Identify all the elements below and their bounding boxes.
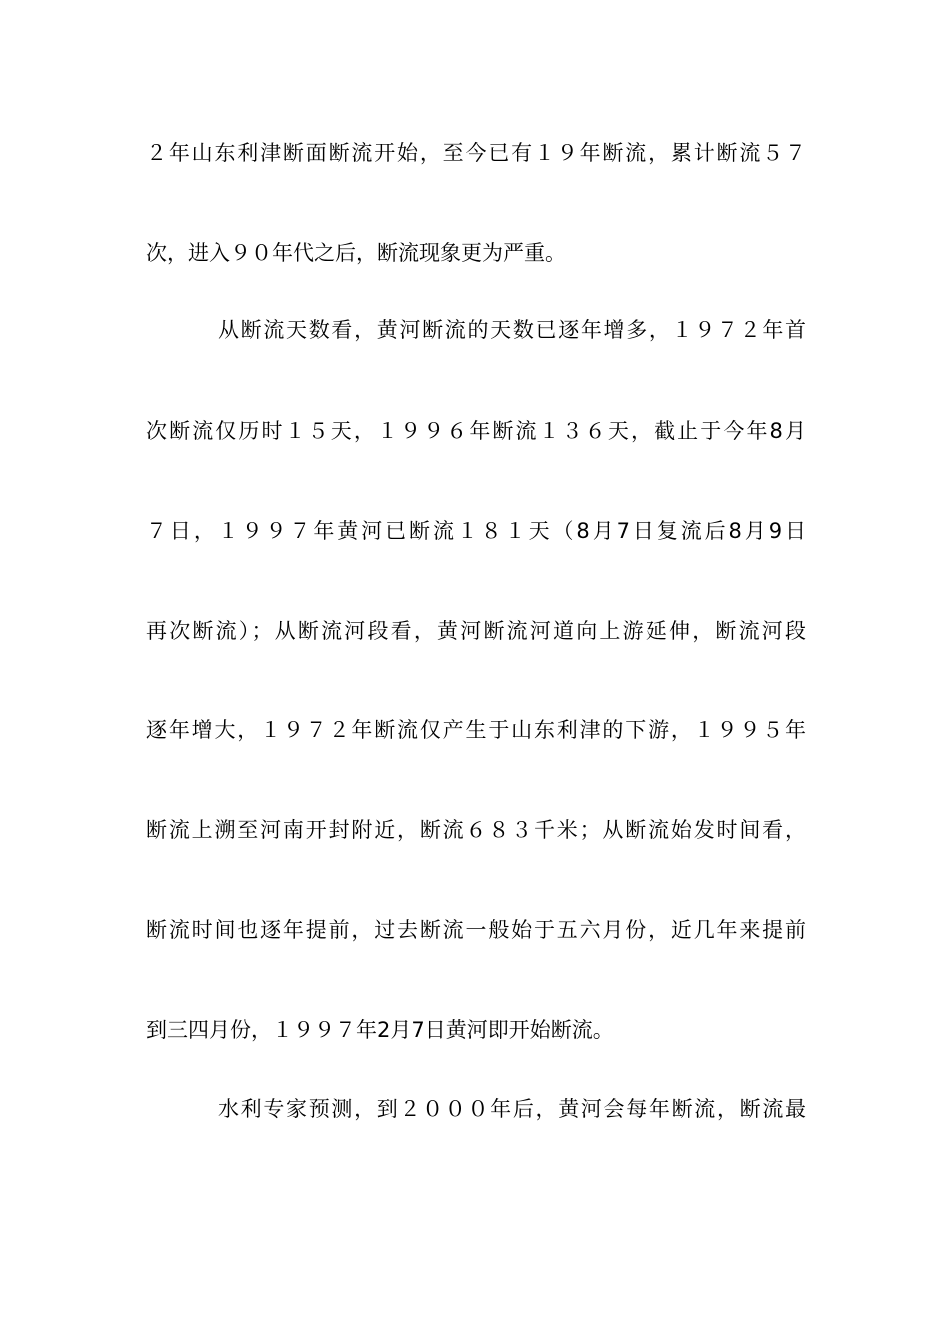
text-line-11: 水利专家预测，到２０００年后，黄河会每年断流，断流最: [218, 1097, 806, 1121]
text-line-9: 断流时间也逐年提前，过去断流一般始于五六月份，近几年来提前: [146, 918, 806, 942]
text-line-4: 次断流仅历时１５天，１９９６年断流１３６天，截止于今年8月: [146, 419, 806, 443]
text-line-7: 逐年增大，１９７２年断流仅产生于山东利津的下游，１９９５年: [146, 718, 806, 742]
text-line-3: 从断流天数看，黄河断流的天数已逐年增多，１９７２年首: [218, 318, 806, 342]
text-line-5: ７日，１９９７年黄河已断流１８１天（8月7日复流后8月9日: [146, 519, 806, 543]
text-line-8: 断流上溯至河南开封附近，断流６８３千米；从断流始发时间看，: [146, 818, 806, 842]
text-line-2: 次，进入９０年代之后，断流现象更为严重。: [146, 241, 566, 265]
text-line-1: ２年山东利津断面断流开始，至今已有１９年断流，累计断流５７: [146, 141, 806, 165]
text-line-6: 再次断流）；从断流河段看，黄河断流河道向上游延伸，断流河段: [146, 619, 806, 643]
text-line-10: 到三四月份，１９９７年2月7日黄河即开始断流。: [146, 1018, 614, 1042]
